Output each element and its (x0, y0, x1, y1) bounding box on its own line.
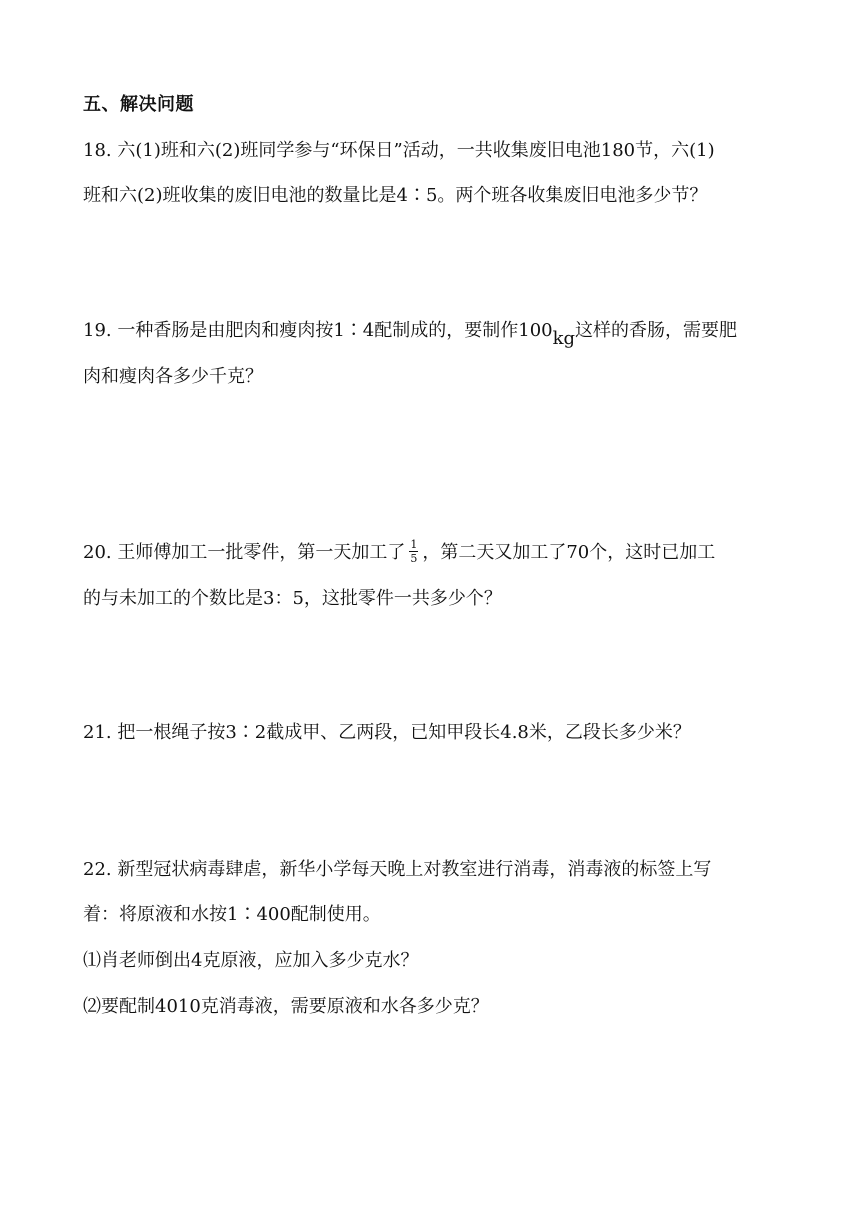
question-18-line-1: 18. 六(1)班和六(2)班同学参与“环保日”活动，一共收集废旧电池180节，六(1) (83, 140, 715, 161)
question-19-text-post: 这样的香肠，需要肥 (575, 320, 738, 341)
question-18-line-2: 班和六(2)班收集的废旧电池的数量比是4∶5。两个班各收集废旧电池多少节？ (83, 185, 708, 206)
question-20-text-post: ，第二天又加工了70个，这时已加工 (422, 542, 716, 563)
question-20-line-1 (83, 537, 716, 566)
fraction-numerator: 1 (410, 537, 418, 551)
question-22-line-1: 22. 新型冠状病毒肆虐，新华小学每天晚上对教室进行消毒，消毒液的标签上写 (83, 859, 712, 880)
question-22-part-1: ⑴肖老师倒出4克原液，应加入多少克水？ (83, 950, 419, 971)
question-19-text-pre: 19. 一种香肠是由肥肉和瘦肉按1∶4配制成的，要制作100 (83, 320, 553, 341)
question-21-line-1: 21. 把一根绳子按3∶2截成甲、乙两段，已知甲段长4.8米，乙段长多少米？ (83, 722, 691, 743)
question-22-line-2: 着：将原液和水按1∶400配制使用。 (83, 904, 381, 925)
fraction-denominator: 5 (410, 551, 418, 565)
question-19-line-2: 肉和瘦肉各多少千克？ (83, 366, 263, 387)
fraction-one-fifth (409, 539, 418, 564)
question-22-part-2: ⑵要配制4010克消毒液，需要原液和水各多少克？ (83, 996, 489, 1017)
question-20-text-pre: 20. 王师傅加工一批零件，第一天加工了 (83, 542, 406, 563)
section-title: 五、解决问题 (83, 94, 194, 115)
question-20-line-2: 的与未加工的个数比是3：5，这批零件一共多少个？ (83, 588, 502, 609)
unit-kg: kg (552, 328, 576, 349)
question-19-line-1 (83, 318, 738, 349)
